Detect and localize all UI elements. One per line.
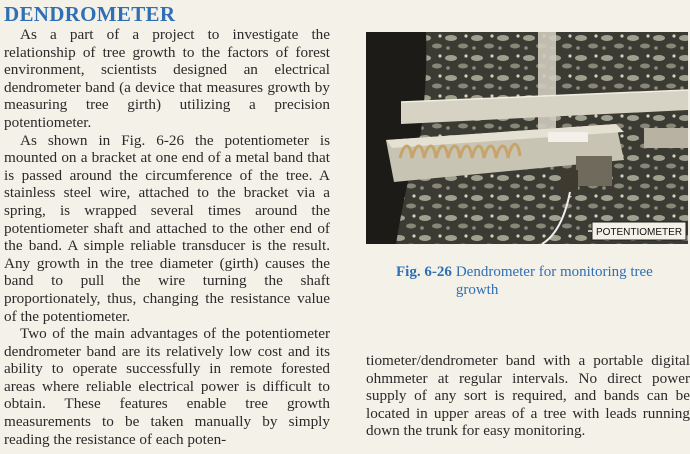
left-column xyxy=(4,26,330,448)
paragraph-continuation: tiometer/dendrometer band with a portable digital ohmmeter at regular intervals. No direct power supply of any sort is required, and bands can be located in upper areas of a tree with leads running down the trunk for easy monitoring. xyxy=(366,352,690,440)
potentiometer-label: POTENTIOMETER xyxy=(595,227,683,238)
paragraph-intro: As a part of a project to investigate the relationship of tree growth to the factors of forest environment, scientists designed an electrical dendrometer band (a device that measures growth by measuring tree girth) utilizing a precision potentiometer. xyxy=(4,26,330,131)
figure-caption-text: Dendrometer for monitoring tree growth xyxy=(455,264,653,298)
figure-caption xyxy=(396,264,688,299)
dendrometer-photo xyxy=(366,32,688,244)
section-heading: DENDROMETER xyxy=(4,2,176,26)
figure-number: Fig. 6-26 xyxy=(396,264,452,280)
right-column xyxy=(366,352,690,440)
paragraph-advantages: Two of the main advantages of the potentiometer dendrometer band are its relatively low cost and its ability to operate successfully in remote forested areas where reliable electrical power is difficult to obtain. These features enable tree growth measurements to be taken manually by simply reading the resistance of each poten- xyxy=(4,325,330,448)
paragraph-description: As shown in Fig. 6-26 the potentiometer is mounted on a bracket at one end of a metal band that is passed around the circumference of the tree. A stainless steel wire, attached to the bracket via a spring, is wrapped several times around the potentiometer shaft and attached to the other end of the band. A simple reliable transducer is the result. Any growth in the tree diameter (girth) causes the band to pull the wire turning the shaft proportionately, thus, changing the resistance value of the potentiometer. xyxy=(4,131,330,325)
photo-illustration xyxy=(366,32,688,244)
